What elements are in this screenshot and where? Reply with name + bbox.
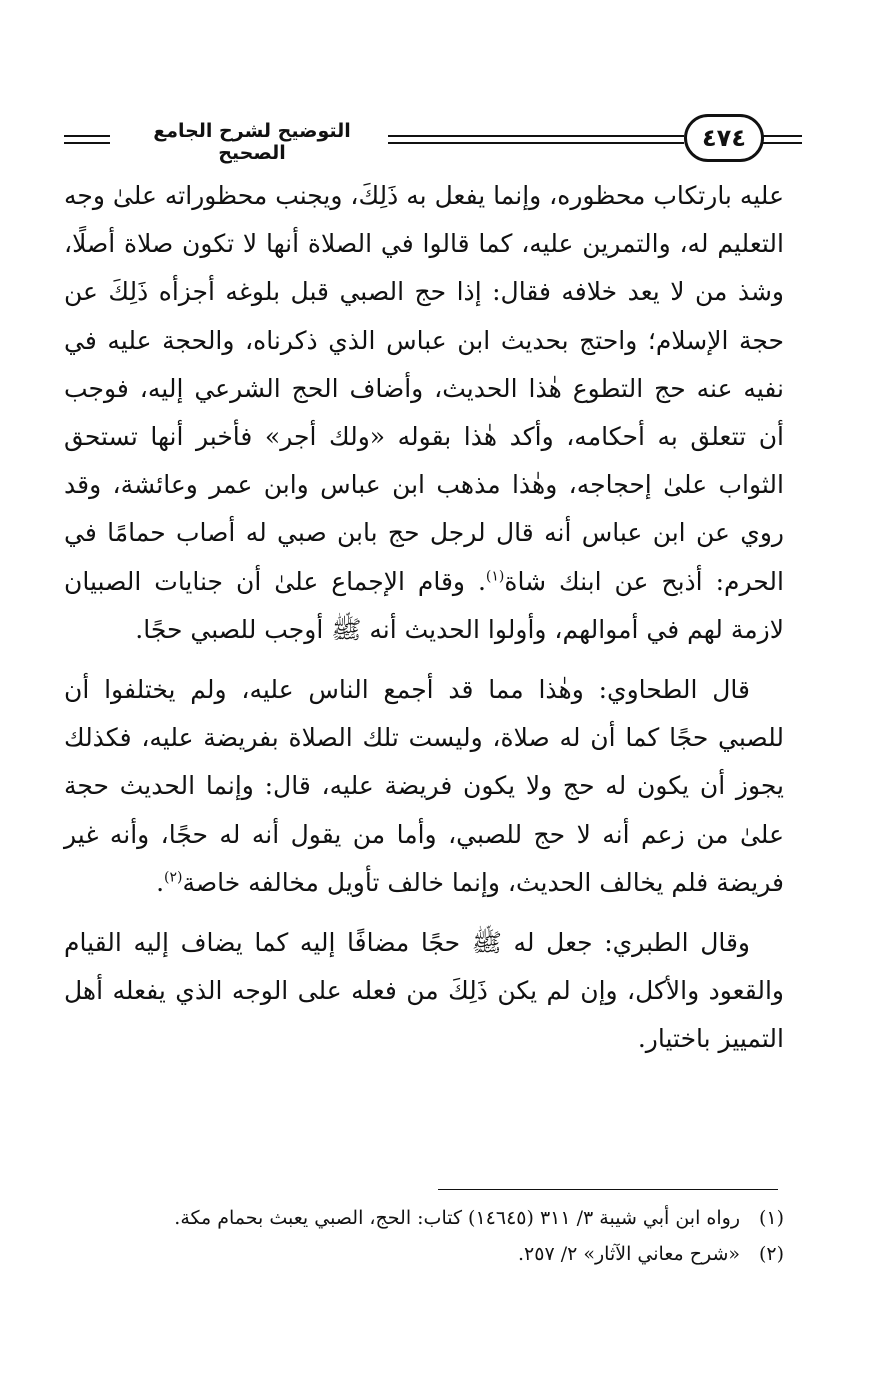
footnote-text: «شرح معاني الآثار» ٢/ ٢٥٧. bbox=[517, 1243, 740, 1265]
footnote-marker-2: (٢) bbox=[164, 869, 183, 886]
header-rule-left bbox=[64, 135, 110, 144]
book-title: التوضيح لشرح الجامع الصحيح bbox=[153, 120, 351, 164]
page-number: ٤٧٤ bbox=[684, 114, 764, 162]
main-text bbox=[64, 172, 784, 1064]
paragraph-text: وقال الطبري: جعل له ﷺ حجًا مضافًا إليه كما يضاف إليه القيام والقعود والأكل، وإن لم يكن ذَلِكَ من فعله على الوجه الذي يفعله أهل التمييز باختيار. bbox=[64, 928, 784, 1054]
footnotes bbox=[64, 1200, 784, 1272]
paragraph-1 bbox=[64, 172, 784, 654]
paragraph-text: قال الطحاوي: وهٰذا مما قد أجمع الناس عليه، ولم يختلفوا أن للصبي حجًا كما أن له صلاة، وليست تلك الصلاة بفريضة عليه، فكذلك يجوز أن يكون له حج ولا يكون فريضة عليه، قال: وإنما الحديث حجة علىٰ من زعم أنه لا حج للصبي، وأما من يقول أنه له حجًا، وأنه غير فريضة فلم يخالف الحديث، وإنما خالف تأويل مخالفه خاصة bbox=[64, 675, 784, 897]
footnote-number: (٢) bbox=[758, 1243, 784, 1265]
paragraph-2 bbox=[64, 666, 784, 907]
footnote-2 bbox=[64, 1236, 784, 1272]
footnote-separator bbox=[438, 1189, 778, 1190]
paragraph-text: عليه بارتكاب محظوره، وإنما يفعل به ذَلِكَ، ويجنب محظوراته علىٰ وجه التعليم له، والتمرين عليه، كما قالوا في الصلاة أنها لا تكون صلاة أصلًا، وشذ من لا يعد خلافه فقال: إذا حج الصبي قبل بلوغه أجزأه ذَلِكَ عن حجة الإسلام؛ واحتج بحديث ابن عباس الذي ذكرناه، والحجة عليه في نفيه عنه حج التطوع هٰذا الحديث، وأضاف الحج الشرعي إليه، فوجب أن تتعلق به أحكامه، وأكد هٰذا بقوله «ولك أجر» فأخبر أنها تستحق الثواب علىٰ إحجاجه، وهٰذا مذهب ابن عباس وابن عمر وعائشة، وقد روي عن ابن عباس أنه قال لرجل حج بابن صبي له أصاب حمامًا في الحرم: أذبح عن ابنك شاة bbox=[64, 181, 784, 596]
paragraph-3 bbox=[64, 919, 784, 1064]
paragraph-tail: . bbox=[156, 867, 165, 897]
paragraph-tail: . وقام الإجماع علىٰ أن جنايات الصبيان لازمة لهم في أموالهم، وأولوا الحديث أنه ﷺ أوجب للصبي حجًا. bbox=[64, 566, 784, 644]
running-header bbox=[60, 108, 805, 164]
footnote-marker-1: (١) bbox=[485, 568, 505, 585]
header-rule-middle bbox=[388, 135, 684, 144]
footnote-number: (١) bbox=[758, 1207, 784, 1229]
header-rule-right bbox=[762, 135, 802, 144]
footnote-text: رواه ابن أبي شيبة ٣/ ٣١١ (١٤٦٤٥) كتاب: الحج، الصبي يعبث بحمام مكة. bbox=[174, 1207, 740, 1229]
footnote-1 bbox=[64, 1200, 784, 1236]
